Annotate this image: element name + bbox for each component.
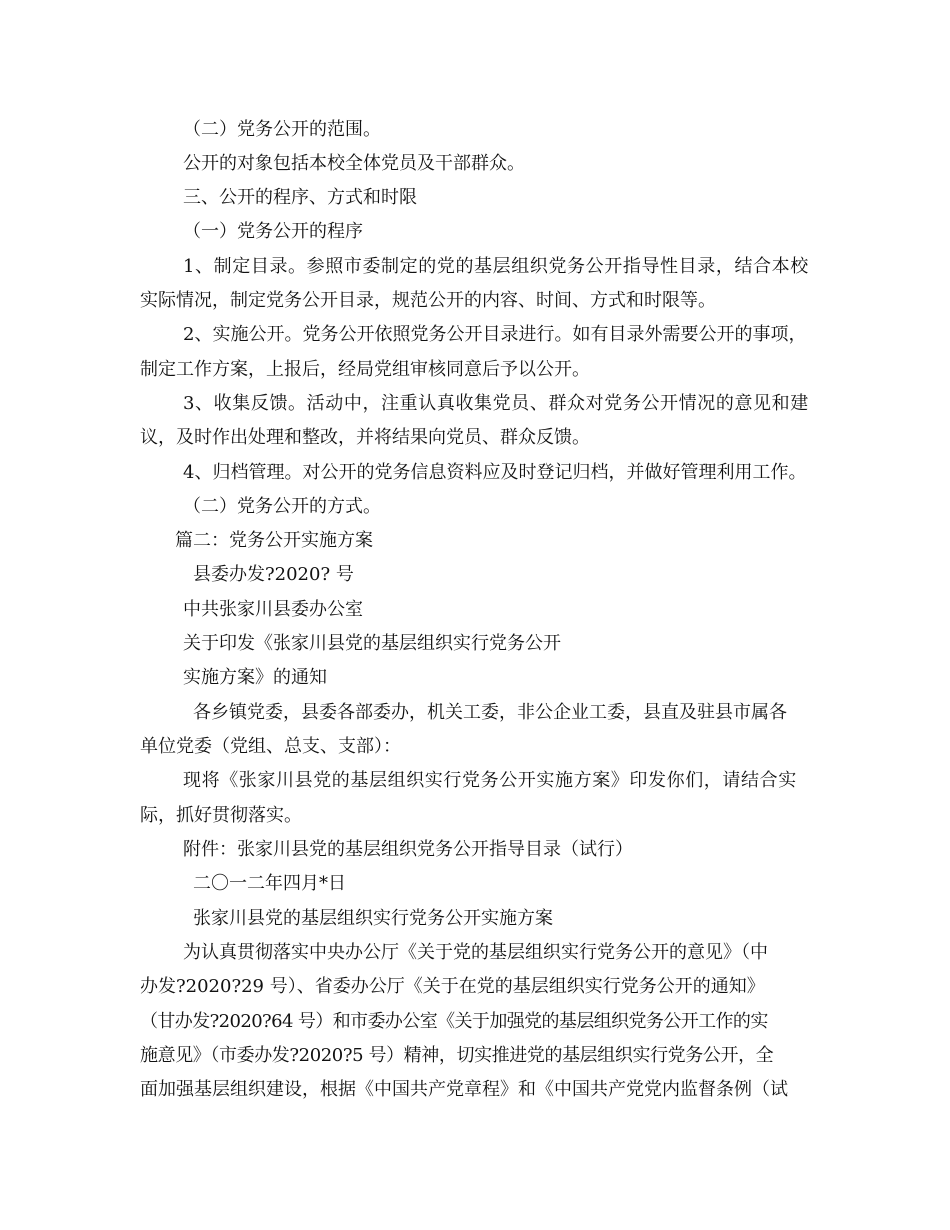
text-line: 3、收集反馈。活动中，注重认真收集党员、群众对党务公开情况的意见和建 [183, 393, 809, 414]
text-line: 施意见》（市委办发?2020?5 号）精神，切实推进党的基层组织实行党务公开，全 [140, 1045, 774, 1066]
subsection-heading: （一）党务公开的程序 [183, 221, 363, 242]
text-line: 现将《张家川县党的基层组织实行党务公开实施方案》印发你们，请结合实 [183, 770, 797, 791]
chapter-heading: 篇二：党务公开实施方案 [175, 530, 373, 551]
text-line: 实际情况，制定党务公开目录，规范公开的内容、时间、方式和时限等。 [140, 290, 716, 311]
text-line: 面加强基层组织建设，根据《中国共产党章程》和《中国共产党党内监督条例（试 [140, 1079, 788, 1100]
text-line: 单位党委（党组、总支、支部）： [140, 736, 401, 757]
document-number: 县委办发?2020? 号 [193, 564, 354, 585]
text-line: 2、实施公开。党务公开依照党务公开目录进行。如有目录外需要公开的事项， [183, 324, 807, 345]
text-line: 际，抓好贯彻落实。 [140, 805, 302, 826]
text-line: （二）党务公开的范围。 [183, 119, 381, 140]
section-heading: 三、公开的程序、方式和时限 [183, 187, 417, 208]
text-line: 各乡镇党委，县委各部委办，机关工委，非公企业工委，县直及驻县市属各 [193, 702, 787, 723]
text-line: 4、归档管理。对公开的党务信息资料应及时登记归档，并做好管理利用工作。 [183, 462, 807, 483]
text-line: 公开的对象包括本校全体党员及干部群众。 [183, 153, 525, 174]
plan-title: 张家川县党的基层组织实行党务公开实施方案 [193, 908, 553, 929]
notice-title: 实施方案》的通知 [183, 667, 327, 688]
text-line: 制定工作方案，上报后，经局党组审核同意后予以公开。 [140, 359, 590, 380]
text-line: 为认真贯彻落实中央办公厅《关于党的基层组织实行党务公开的意见》（中 [183, 942, 768, 963]
notice-title: 关于印发《张家川县党的基层组织实行党务公开 [183, 633, 561, 654]
text-line: 议，及时作出处理和整改，并将结果向党员、群众反馈。 [140, 427, 590, 448]
text-line: （甘办发?2020?64 号）和市委办公室《关于加强党的基层组织党务公开工作的实 [140, 1011, 768, 1032]
subsection-heading: （二）党务公开的方式。 [183, 496, 381, 517]
date-line: 二〇一二年四月*日 [193, 873, 346, 894]
issuing-office: 中共张家川县委办公室 [183, 599, 363, 620]
text-line: 办发?2020?29 号）、省委办公厅《关于在党的基层组织实行党务公开的通知》 [140, 976, 765, 997]
text-line: 1、制定目录。参照市委制定的党的基层组织党务公开指导性目录，结合本校 [183, 256, 809, 277]
attachment-line: 附件：张家川县党的基层组织党务公开指导目录（试行） [183, 839, 633, 860]
